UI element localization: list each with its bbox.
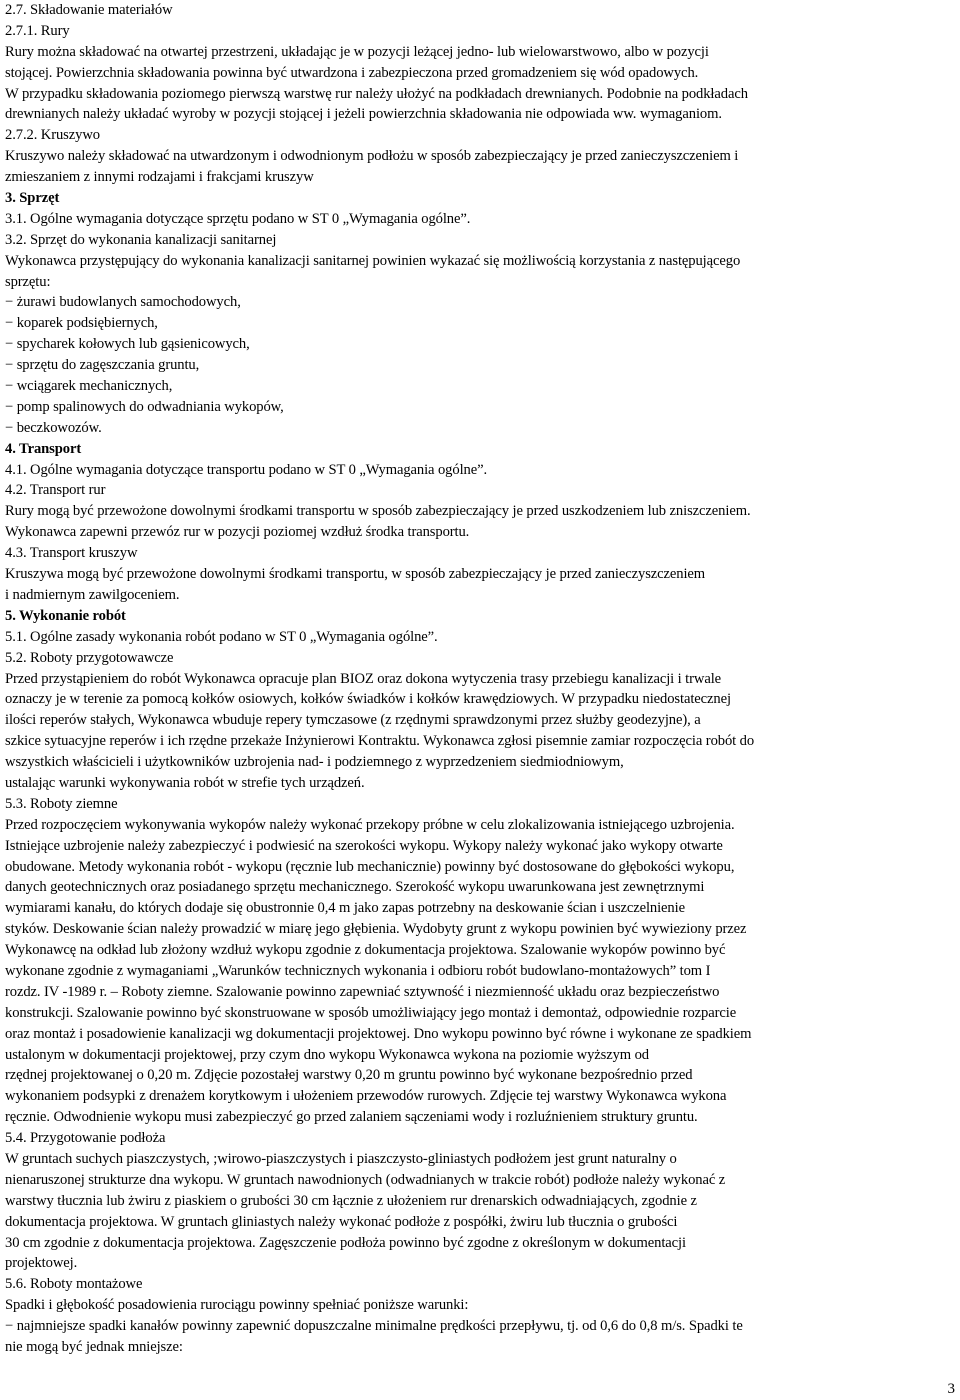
text-line: wykonane zgodnie z wymaganiami „Warunków technicznych wykonania i odbioru robót budowlano-montażowych” tom I <box>5 962 711 979</box>
text-line: nie mogą być jednak mniejsze: <box>5 1339 183 1355</box>
text-line: 5.6. Roboty montażowe <box>5 1276 143 1293</box>
text-line: konstrukcji. Szalowanie powinno być skonstruowane w sposób umożliwiający jego montaż i demontaż, odpowiednie rozparcie <box>5 1004 737 1021</box>
text-line: obudowane. Metody wykonania robót - wykopu (ręcznie lub mechanicznie) powinny być dostosowane do głębokości wykopu, <box>5 858 735 875</box>
text-line: projektowej. <box>5 1255 78 1272</box>
text-line: i nadmiernym zawilgoceniem. <box>5 586 180 603</box>
text-line: ilości reperów stałych, Wykonawca wbuduje repery tymczasowe (z rzędnymi sprawdzonymi przez służby geodezyjne), a <box>5 712 701 729</box>
text-line: Kruszywo należy składować na utwardzonym i odwodnionym podłożu w sposób zabezpieczający je przed zanieczyszczeniem i <box>5 148 739 165</box>
text-line: stojącej. Powierzchnia składowania powinna być utwardzona i zabezpieczona przed gromadzeniem się wód opadowych. <box>5 64 699 81</box>
text-line: drewnianych należy układać wyroby w pozycji stojącej i jeżeli powierzchnia składowania nie odpowiada ww. wymaganiom. <box>5 106 722 123</box>
text-line: dokumentacja projektowa. W gruntach gliniastych należy wykonać podłoże z pospółki, żwiru lub tłucznia o grubości <box>5 1213 678 1230</box>
text-line: oznaczy je w terenie za pomocą kołków osiowych, kołków świadków i kołków krawędziowych. W przypadku niedostatecznej <box>5 691 731 708</box>
list-item: − pomp spalinowych do odwadniania wykopów, <box>5 397 955 418</box>
text-line: 2.7.1. Rury <box>5 22 70 39</box>
text-line: Przed przystąpieniem do robót Wykonawca opracuje plan BIOZ oraz dokona wytyczenia trasy przebiegu kanalizacji i trwale <box>5 670 722 687</box>
text-line: szkice sytuacyjne reperów i ich rzędne przekaże Inżynierowi Kontraktu. Wykonawca zgłosi pisemnie zamiar rozpoczęcia robót do <box>5 733 755 750</box>
text-line: 4.3. Transport kruszyw <box>5 545 138 562</box>
text-line: 5.2. Roboty przygotowawcze <box>5 649 174 666</box>
text-line: Przed rozpoczęciem wykonywania wykopów należy wykonać przekopy próbne w celu zlokalizowania istniejącego uzbrojenia. <box>5 816 735 833</box>
text-line: Wykonawca zapewni przewóz rur w pozycji poziomej wzdłuż środka transportu. <box>5 524 470 541</box>
text-line: zmieszaniem z innymi rodzajami i frakcjami kruszyw <box>5 169 314 186</box>
text-line: 5.1. Ogólne zasady wykonania robót podano w ST 0 „Wymagania ogólne”. <box>5 628 438 645</box>
text-line: Istniejące uzbrojenie należy zabezpieczyć i podwiesić na szerokości wykopu. Wykopy należy wykonać jako wykopy otwarte <box>5 837 723 854</box>
text-line: 5.4. Przygotowanie podłoża <box>5 1130 166 1147</box>
section-heading: 5. Wykonanie robót <box>5 607 126 624</box>
list-item: − beczkowozów. <box>5 418 955 439</box>
list-item: − koparek podsiębiernych, <box>5 313 955 334</box>
text-line: ustalonym w dokumentacji projektowej, przy czym dno wykopu Wykonawca wykona na poziomie wyższym od <box>5 1046 649 1063</box>
text-line: Rury można składować na otwartej przestrzeni, układając je w pozycji leżącej jedno- lub wielowarstwowo, albo w pozycji <box>5 43 709 60</box>
list-item: − sprzętu do zagęszczania gruntu, <box>5 355 955 376</box>
text-line: Rury mogą być przewożone dowolnymi środkami transportu w sposób zabezpieczający je przed uszkodzeniem lub zniszczeniem. <box>5 503 751 520</box>
text-line: W gruntach suchych piaszczystych, ;wirowo-piaszczystych i piaszczysto-gliniastych podłożem jest grunt naturalny o <box>5 1150 677 1167</box>
text-line: Kruszywa mogą być przewożone dowolnymi środkami transportu, w sposób zabezpieczający je przed zanieczyszczeniem <box>5 566 706 583</box>
text-line: ręcznie. Odwodnienie wykopu musi zabezpieczyć go przed zalaniem sączeniami wody i rozluźnieniem struktury gruntu. <box>5 1109 698 1126</box>
text-line: wymiarami kanału, do których dodaje się obustronnie 0,4 m jako zapas potrzebny na deskowanie ścian i uszczelnienie <box>5 900 685 917</box>
text-line: 4.1. Ogólne wymagania dotyczące transportu podano w ST 0 „Wymagania ogólne”. <box>5 461 488 478</box>
text-line: 30 cm zgodnie z dokumentacja projektowa. Zagęszczenie podłoża powinno być zgodne z określonym w dokumentacji <box>5 1234 686 1251</box>
text-line: ustalając warunki wykonywania robót w strefie tych urządzeń. <box>5 774 365 791</box>
section-heading: 3. Sprzęt <box>5 190 60 207</box>
section-heading: 4. Transport <box>5 440 82 457</box>
text-line: rzędnej projektowanej o 0,20 m. Zdjęcie pozostałej warstwy 0,20 m gruntu powinno być wykonane bezpośrednio przed <box>5 1067 693 1084</box>
text-line: 2.7.2. Kruszywo <box>5 127 100 144</box>
list-item: − najmniejsze spadki kanałów powinny zapewnić dopuszczalne minimalne prędkości przepływu, tj. od 0,6 do 0,8 m/s. Spadki te <box>5 1316 955 1337</box>
text-line: Wykonawcę na odkład lub złożony wzdłuż wykopu zgodnie z dokumentacja projektowa. Szalowanie wykopów powinno być <box>5 942 726 959</box>
text-line: wszystkich właścicieli i użytkowników uzbrojenia nad- i podziemnego z wyprzedzeniem siedmiodniowym, <box>5 754 624 771</box>
text-line: 4.2. Transport rur <box>5 482 106 499</box>
text-line: danych geotechnicznych oraz posiadanego sprzętu mechanicznego. Szerokość wykopu uwarunkowana jest zewnętrznymi <box>5 879 705 896</box>
text-line: W przypadku składowania poziomego pierwszą warstwę rur należy ułożyć na podkładach drewnianych. Podobnie na podkładach <box>5 85 748 102</box>
list-item: − żurawi budowlanych samochodowych, <box>5 292 955 313</box>
text-line: wykonaniem podsypki z drenażem korytkowym i ułożeniem przewodów rurowych. Zdjęcie tej warstwy Wykonawca wykona <box>5 1088 727 1105</box>
page-number: 3 <box>947 1381 955 1397</box>
text-line: 2.7. Składowanie materiałów <box>5 2 173 18</box>
list-item: − spycharek kołowych lub gąsienicowych, <box>5 334 955 355</box>
text-line: 3.2. Sprzęt do wykonania kanalizacji sanitarnej <box>5 231 277 248</box>
text-line: Wykonawca przystępujący do wykonania kanalizacji sanitarnej powinien wykazać się możliwością korzystania z następującego <box>5 252 741 269</box>
text-line: Spadki i głębokość posadowienia rurociągu powinny spełniać poniższe warunki: <box>5 1297 469 1314</box>
text-line: oraz montaż i posadowienie kanalizacji wg dokumentacji projektowej. Dno wykopu powinno być równe i wykonane ze spadkiem <box>5 1025 752 1042</box>
text-line: rozdz. IV -1989 r. – Roboty ziemne. Szalowanie powinno zapewniać sztywność i niezmienność układu oraz bezpieczeństwo <box>5 983 720 1000</box>
document-body <box>5 0 955 1358</box>
text-line: warstwy tłucznia lub żwiru z piaskiem o grubości 30 cm łącznie z ułożeniem rur drenarskich odwadniających, zgodnie z <box>5 1192 697 1209</box>
text-line: sprzętu: <box>5 273 51 290</box>
text-line: 3.1. Ogólne wymagania dotyczące sprzętu podano w ST 0 „Wymagania ogólne”. <box>5 210 471 227</box>
list-item: − wciągarek mechanicznych, <box>5 376 955 397</box>
text-line: styków. Deskowanie ścian należy prowadzić w miarę jego głębienia. Wydobyty grunt z wykopu powinien być wywieziony przez <box>5 921 747 938</box>
text-line: 5.3. Roboty ziemne <box>5 795 118 812</box>
text-line: nienaruszonej strukturze dna wykopu. W gruntach nawodnionych (odwadnianych w trakcie robót) podłoże należy wykonać z <box>5 1171 726 1188</box>
